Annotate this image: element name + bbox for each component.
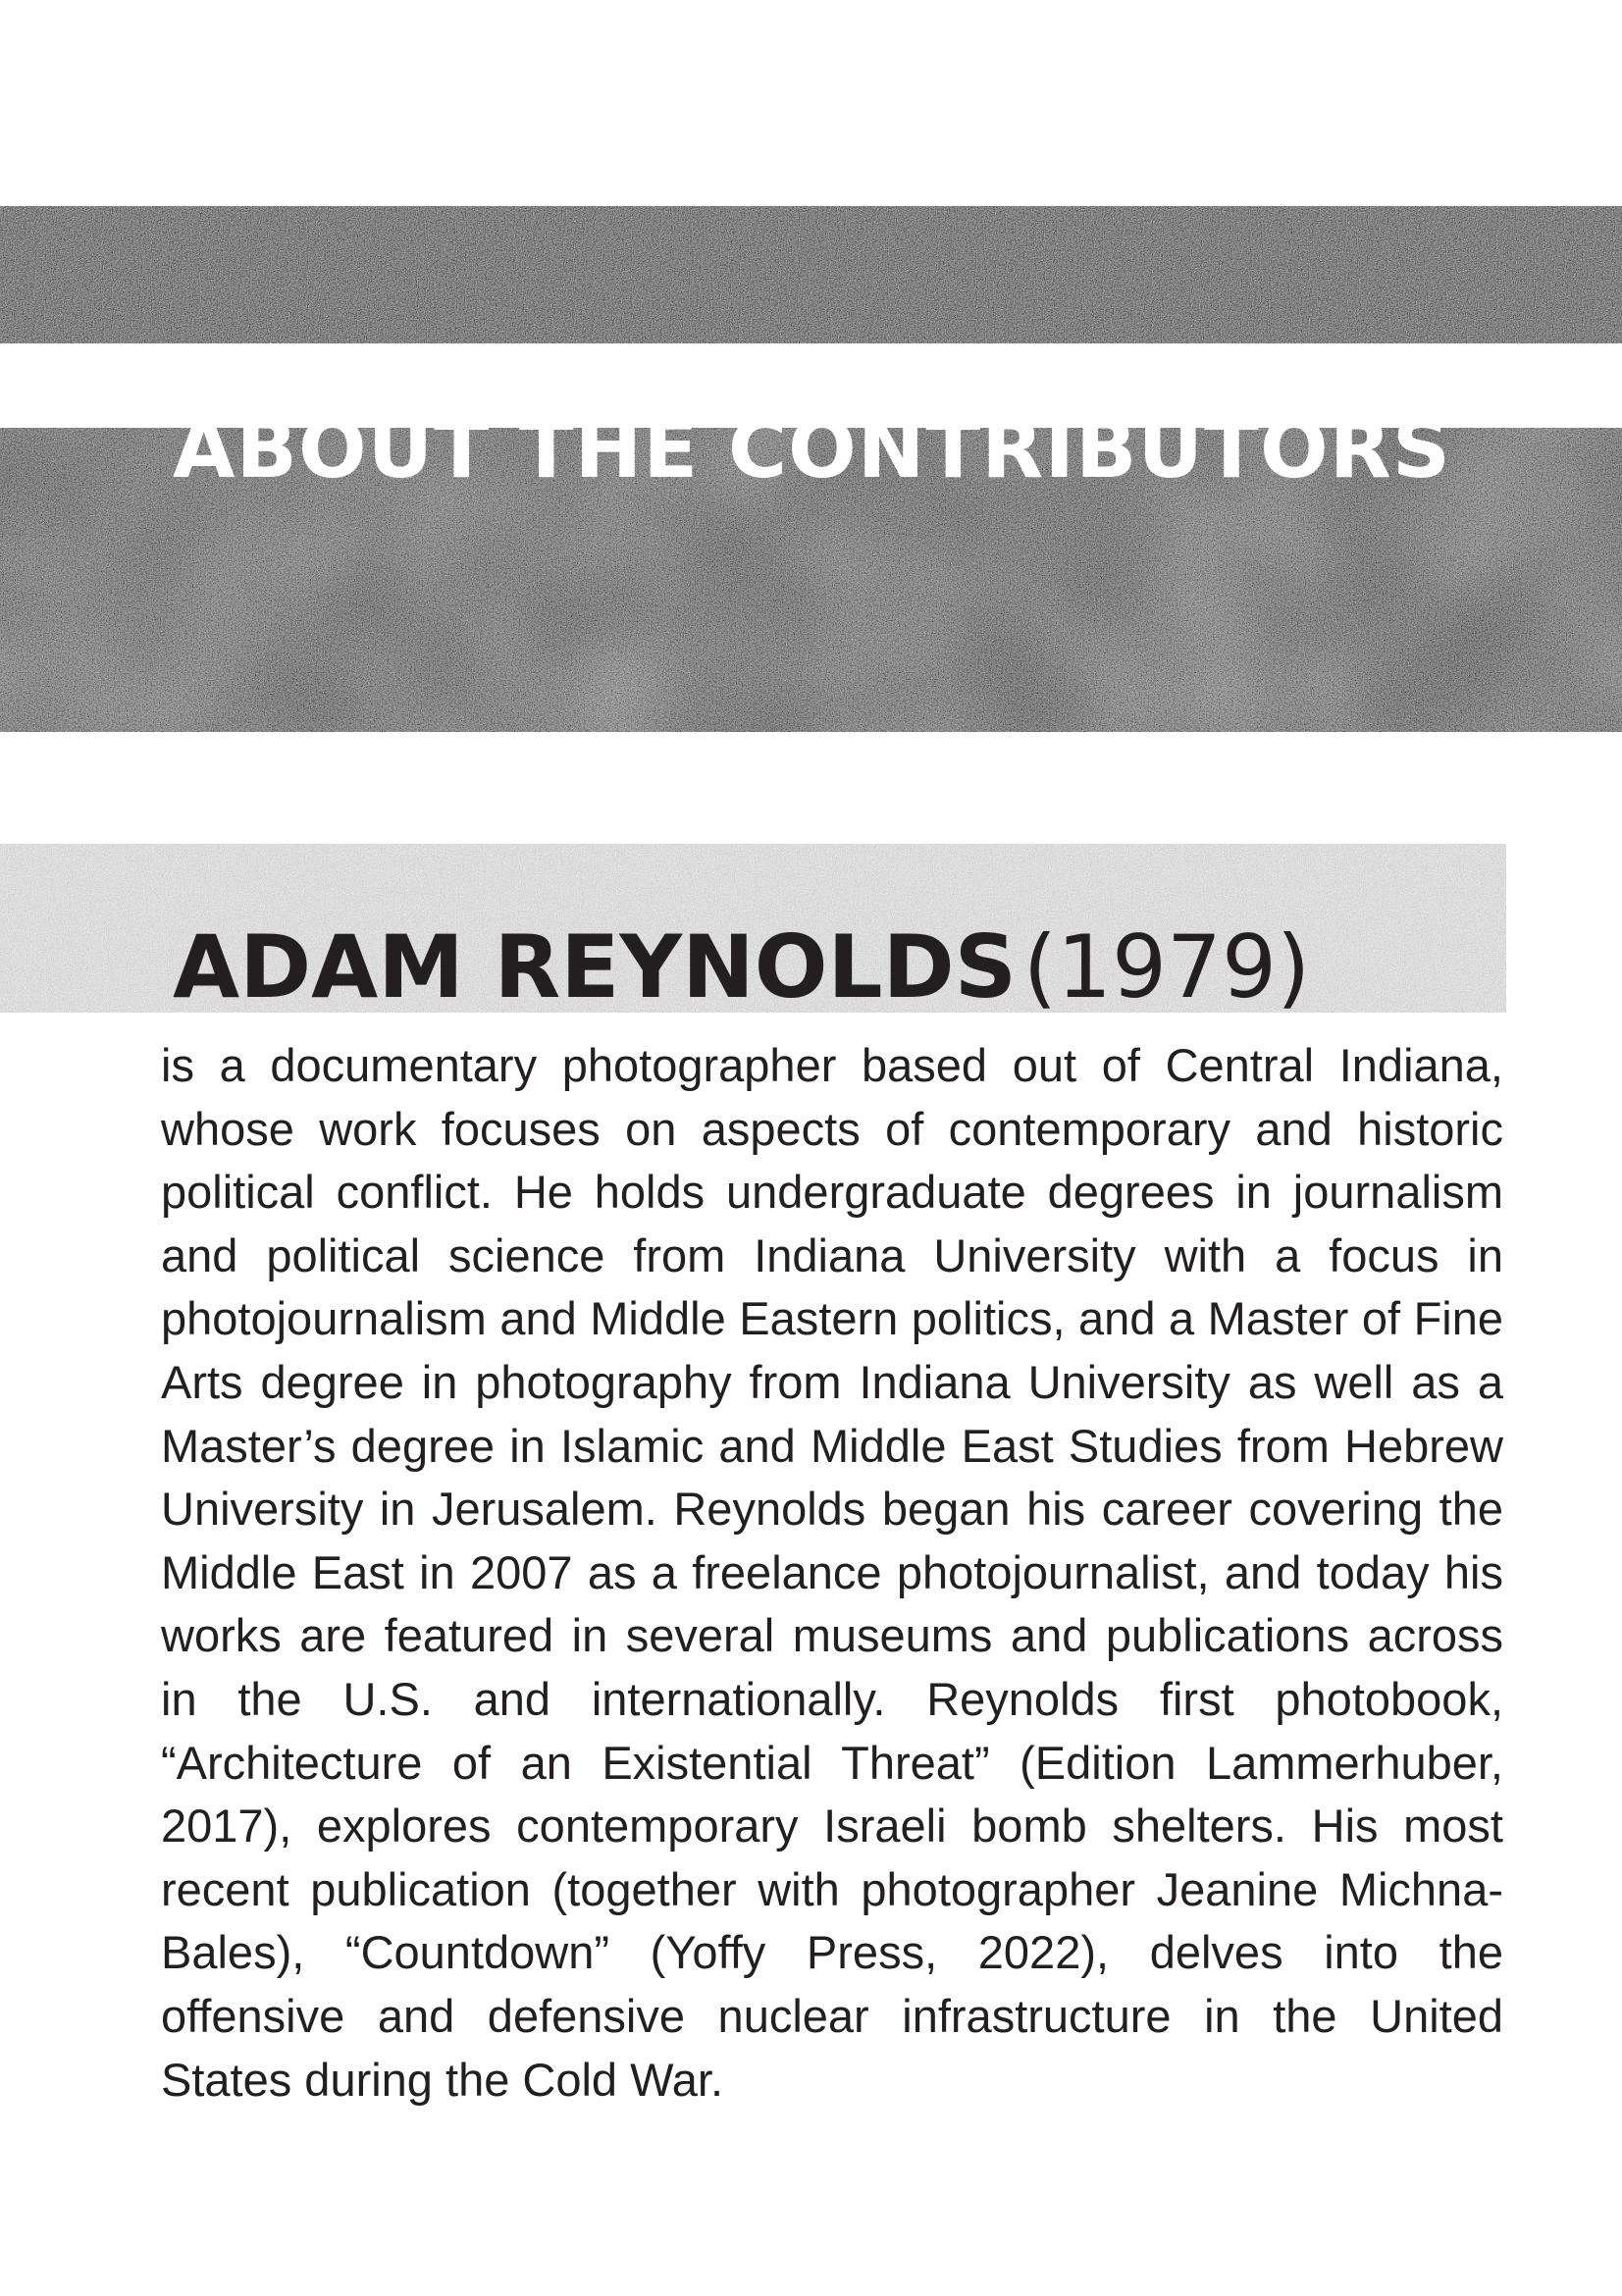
header-texture-strip — [0, 206, 1622, 343]
contributor-name: ADAM REYNOLDS — [173, 916, 1018, 1018]
contributor-birth-year: (1979) — [1022, 916, 1311, 1018]
contributor-bio: is a documentary photographer based out of Central Indiana, whose work focuses on aspects of contemporary and historic political conflict. He holds undergraduate degrees in journalism and political science from Indiana University with a focus in photojournalism and Middle Eastern politics, and a Master of Fine Arts degree in photography from Indiana University as well as a Master’s degree in Islamic and Middle East Studies from Hebrew University in Jerusalem. Reynolds began his career covering the Middle East in 2007 as a freelance photojournalist, and today his works are featured in several museums and publications across in the U.S. and internationally. Reynolds first photobook, “Architecture of an Existential Threat” (Edition Lammerhuber, 2017), explores contemporary Israeli bomb shelters. His most recent publication (together with photographer Jeanine Michna-Bales), “Countdown” (Yoffy Press, 2022), delves into the offensive and defensive nuclear infrastructure in the United States during the Cold War. — [161, 1039, 1503, 2106]
contributor-heading — [173, 916, 1311, 1018]
page-title: ABOUT THE CONTRIBUTORS — [173, 403, 1451, 496]
